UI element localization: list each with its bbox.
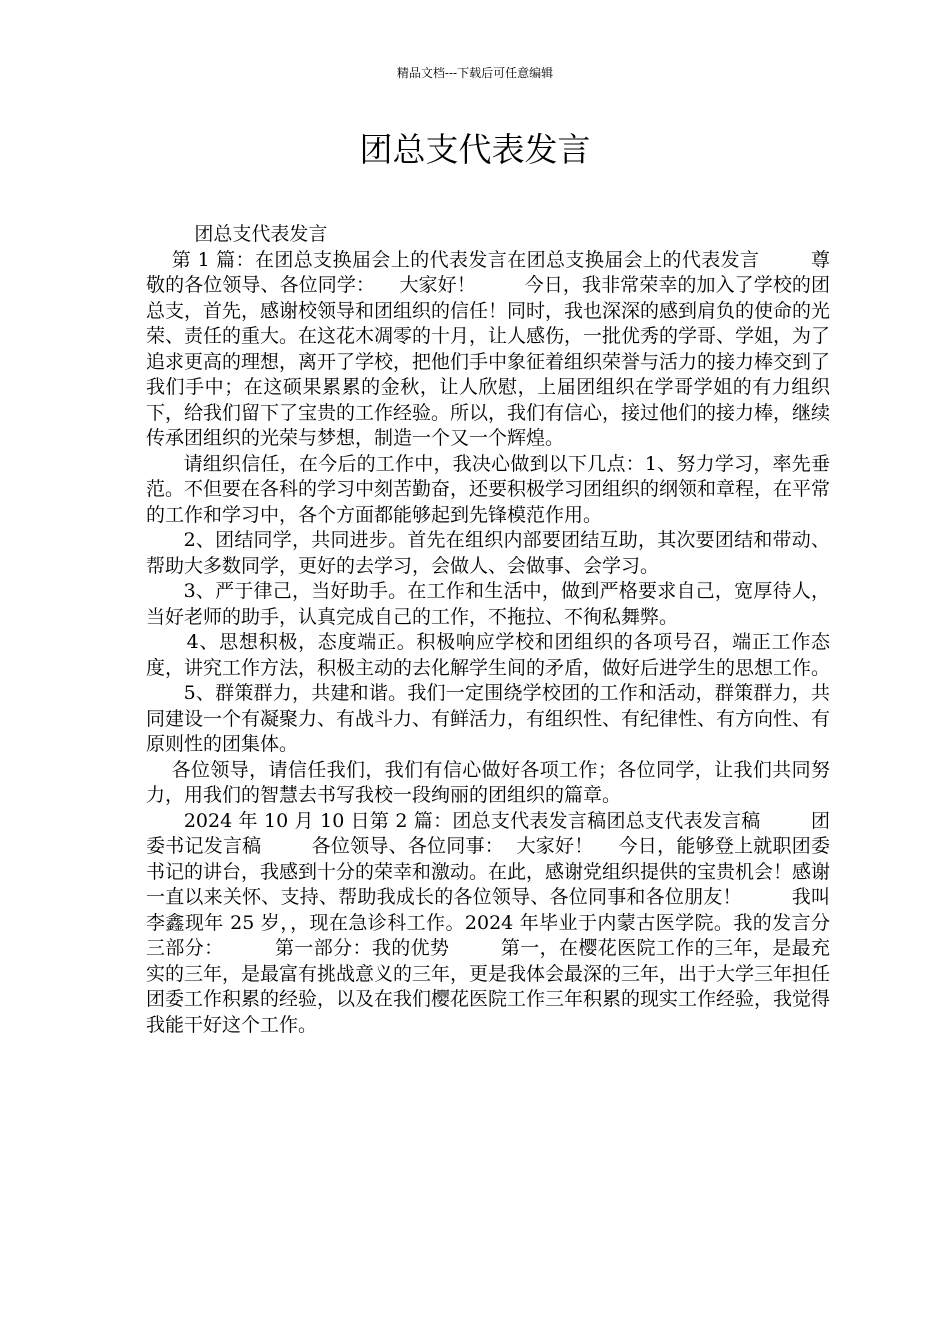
body-paragraph: 第 1 篇：在团总支换届会上的代表发言在团总支换届会上的代表发言 尊敬的各位领导、各位同学： 大家好！ 今日，我非常荣幸的加入了学校的团总支，首先，感谢校领导和团组织的信任！同时，我也深深的感到肩负的使命的光荣、责任的重大。在这花木凋零的十月，让人感伤，一批优秀的学哥、学姐，为了追求更高的理想，离开了学校，把他们手中象征着组织荣誉与活力的接力棒交到了我们手中；在这硕果累累的金秋，让人欣慰，上届团组织在学哥学姐的有力组织下，给我们留下了宝贵的工作经验。所以，我们有信心，接过他们的接力棒，继续传承团组织的光荣与梦想，制造一个又一个辉煌。 <box>146 248 831 449</box>
header-note: 精品文档---下载后可任意编辑 <box>396 66 554 80</box>
document-body <box>146 222 830 1038</box>
document-title: 团总支代表发言 <box>359 130 591 169</box>
body-paragraph: 请组织信任，在今后的工作中，我决心做到以下几点：1、努力学习，率先垂范。不但要在各科的学习中刻苦勤奋，还要积极学习团组织的纲领和章程，在平常的工作和学习中，各个方面都能够起到先锋模范作用。 <box>146 452 831 526</box>
body-paragraph: 4、思想积极，态度端正。积极响应学校和团组织的各项号召，端正工作态度，讲究工作方法，积极主动的去化解学生间的矛盾，做好后进学生的思想工作。 <box>146 631 831 679</box>
body-paragraph: 2024 年 10 月 10 日第 2 篇：团总支代表发言稿团总支代表发言稿 团委书记发言稿 各位领导、各位同事： 大家好！ 今日，能够登上就职团委书记的讲台，我感到十分的荣幸和激动。在此，感谢党组织提供的宝贵机会！感谢一直以来关怀、支持、帮助我成长的各位领导、各位同事和各位朋友！ 我叫李鑫现年 25 岁，，现在急诊科工作。2024 年毕业于内蒙古医学院。我的发言分三部分： 第一部分：我的优势 第一，在樱花医院工作的三年，是最充实的三年，是最富有挑战意义的三年，更是我体会最深的三年，出于大学三年担任团委工作积累的经验，以及在我们樱花医院工作三年积累的现实工作经验，我觉得我能干好这个工作。 <box>146 809 831 1036</box>
body-paragraph: 各位领导，请信任我们，我们有信心做好各项工作；各位同学，让我们共同努力，用我们的智慧去书写我校一段绚丽的团组织的篇章。 <box>146 758 830 806</box>
body-paragraph: 5、群策群力，共建和谐。我们一定围绕学校团的工作和活动，群策群力，共同建设一个有凝聚力、有战斗力、有鲜活力，有组织性、有纪律性、有方向性、有原则性的团集体。 <box>146 682 831 755</box>
body-paragraph: 3、严于律己，当好助手。在工作和生活中，做到严格要求自己，宽厚待人，当好老师的助手，认真完成自己的工作，不拖拉、不徇私舞弊。 <box>146 580 830 628</box>
body-paragraph: 团总支代表发言 <box>146 223 328 245</box>
body-paragraph: 2、团结同学，共同进步。首先在组织内部要团结互助，其次要团结和带动、帮助大多数同学，更好的去学习，会做人、会做事、会学习。 <box>146 529 830 577</box>
